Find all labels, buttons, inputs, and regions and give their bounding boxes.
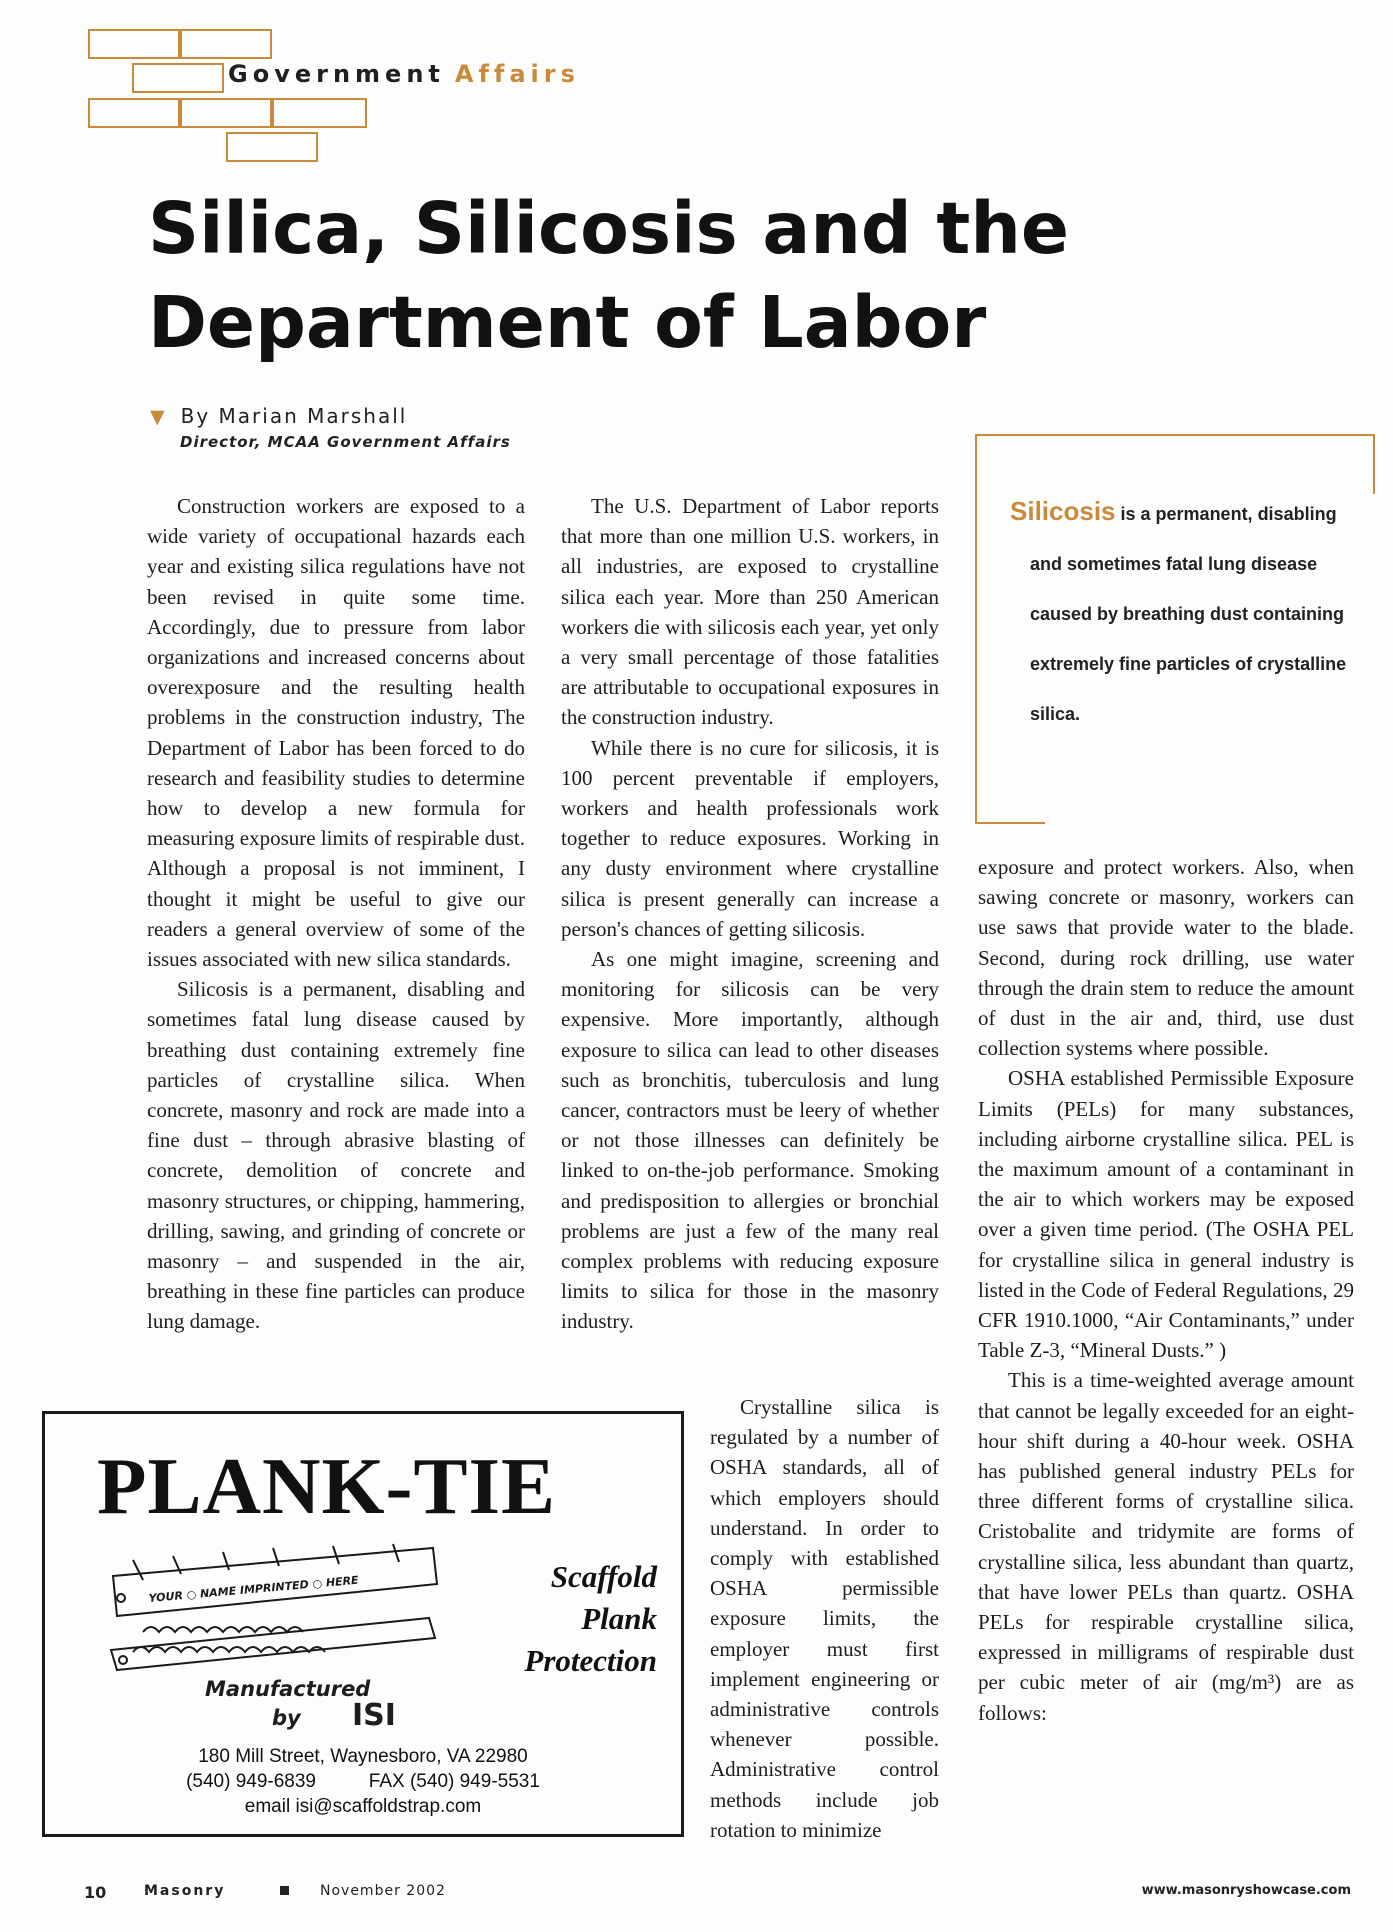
headline-line-2: Department of Labor (148, 281, 987, 364)
section-word-1: Government (228, 60, 445, 88)
plank-tie-strap-illustration (103, 1540, 443, 1680)
pull-quote-frame-edge (1373, 434, 1375, 494)
advertisement (42, 1411, 684, 1837)
magazine-name: Masonry (144, 1883, 226, 1899)
article-column-2-continued (710, 1392, 939, 1845)
triangle-bullet-icon: ▼ (150, 406, 165, 428)
paragraph: This is a time-weighted average amount that cannot be legally exceeded for an eight-hour shift during a 40-hour week. OSHA has published general industry PELs for three different forms of crystalline silica. Cristobalite and tridymite are forms of crystalline silica, less abundant than quartz, that have lower PELs than quartz. OSHA PELs for respirable crystalline silica, expressed in milligrams of respirable dust per cubic meter of air (mg/m³) are as follows: (978, 1368, 1354, 1725)
ad-contact (45, 1744, 681, 1819)
byline (150, 404, 511, 451)
footer-square-icon (280, 1886, 289, 1895)
ad-tagline-2: Plank (581, 1601, 657, 1636)
paragraph: exposure and protect workers. Also, when sawing concrete or masonry, workers can use saws that provide water to the blade. Second, during rock drilling, use water through the drain stem to reduce the amount of dust in the air and, third, use dust collection systems where possible. (978, 855, 1354, 1061)
brick-decoration (180, 29, 272, 59)
paragraph: The U.S. Department of Labor reports that more than one million U.S. workers, in all industries, are exposed to crystalline silica each year. More than 250 American workers die with silicosis each year, yet only a very small percentage of those fatalities are attributable to occupational exposures in the construction industry. (561, 494, 939, 730)
ad-fax: FAX (540) 949-5531 (368, 1771, 540, 1792)
brick-decoration (272, 98, 367, 128)
brick-decoration (132, 63, 224, 93)
paragraph: Silicosis is a permanent, disabling and sometimes fatal lung disease caused by breathing dust containing extremely fine particles of crystalline silica. When concrete, masonry and rock are made into a fine dust – through abrasive blasting of concrete, demolition of concrete and masonry structures, or chipping, hammering, drilling, sawing, and grinding of concrete or masonry – and suspended in the air, breathing in these fine particles can produce lung damage. (147, 977, 525, 1334)
headline (148, 182, 1298, 370)
brick-decoration (180, 98, 272, 128)
ad-tagline (457, 1556, 657, 1682)
section-word-2: Affairs (454, 60, 580, 88)
paragraph: OSHA established Permissible Exposure Limits (PELs) for many substances, including airborne crystalline silica. PEL is the maximum amount of a contaminant in the air to which workers may be exposed over a given time period. (The OSHA PEL for crystalline silica in general industry is listed in the Code of Federal Regulations, 29 CFR 1910.1000, “Air Contaminants,” under Table Z-3, “Mineral Dusts.” ) (978, 1066, 1354, 1363)
brick-decoration (226, 132, 318, 162)
website-url: www.masonryshowcase.com (1141, 1883, 1351, 1898)
ad-manufactured: Manufactured (205, 1677, 371, 1701)
page-number: 10 (84, 1883, 107, 1902)
author-name: By Marian Marshall (180, 404, 408, 428)
ad-address: 180 Mill Street, Waynesboro, VA 22980 (198, 1746, 528, 1767)
pull-quote (1010, 486, 1360, 739)
ad-email: email isi@scaffoldstrap.com (244, 1796, 482, 1817)
ad-tagline-1: Scaffold (550, 1559, 657, 1594)
brick-decoration (88, 98, 180, 128)
ad-brand: PLANK-TIE (97, 1441, 557, 1531)
ad-company: ISI (352, 1698, 396, 1733)
ad-phone-fax (45, 1769, 681, 1794)
section-label (228, 60, 580, 88)
article-column-1 (147, 491, 525, 1337)
ad-by: by (272, 1706, 301, 1730)
ad-tagline-3: Protection (524, 1643, 657, 1678)
paragraph: Construction workers are exposed to a wide variety of occupational hazards each year and existing silica regulations have not been revised in quite some time. Accordingly, due to pressure from labor organizations and increased concerns about overexposure and the resulting health problems in the construction industry, The Department of Labor has been forced to do research and feasibility studies to determine how to develop a new formula for measuring exposure limits of respirable dust. Although a proposal is not imminent, I thought it might be useful to give our readers a general overview of some of the issues associated with new silica standards. (147, 494, 525, 972)
ad-phone: (540) 949-6839 (186, 1771, 316, 1792)
author-role: Director, MCAA Government Affairs (180, 433, 511, 451)
pull-quote-frame-edge (975, 822, 1045, 824)
headline-line-1: Silica, Silicosis and the (148, 187, 1070, 270)
paragraph: Crystalline silica is regulated by a number of OSHA standards, all of which employers should understand. In order to comply with established OSHA permissible exposure limits, the employer must first implement engineering or administrative controls whenever possible. Administrative control methods include job rotation to minimize (710, 1395, 939, 1842)
pull-quote-keyword: Silicosis (1010, 496, 1116, 526)
article-column-2 (561, 491, 939, 1337)
issue-date: November 2002 (320, 1883, 446, 1899)
paragraph: As one might imagine, screening and monitoring for silicosis can be very expensive. More importantly, although exposure to silica can lead to other diseases such as bronchitis, tuberculosis and lung cancer, contractors must be leery of whether or not those illnesses can definitely be linked to on-the-job performance. Smoking and predisposition to allergies or bronchial problems are just a few of the many real complex problems with reducing exposure limits to silica for those in the masonry industry. (561, 947, 939, 1334)
article-column-3 (978, 852, 1354, 1728)
strap-imprint-text: YOUR ○ NAME IMPRINTED ○ HERE (148, 1573, 360, 1605)
pull-quote-text: is a permanent, disabling and sometimes fatal lung disease caused by breathing dust containing extremely fine particles of crystalline silica. (1030, 504, 1347, 724)
brick-decoration (88, 29, 180, 59)
paragraph: While there is no cure for silicosis, it is 100 percent preventable if employers, workers and health professionals work together to reduce exposures. Working in any dusty environment where crystalline silica is present generally can increase a person's chances of getting silicosis. (561, 735, 939, 941)
